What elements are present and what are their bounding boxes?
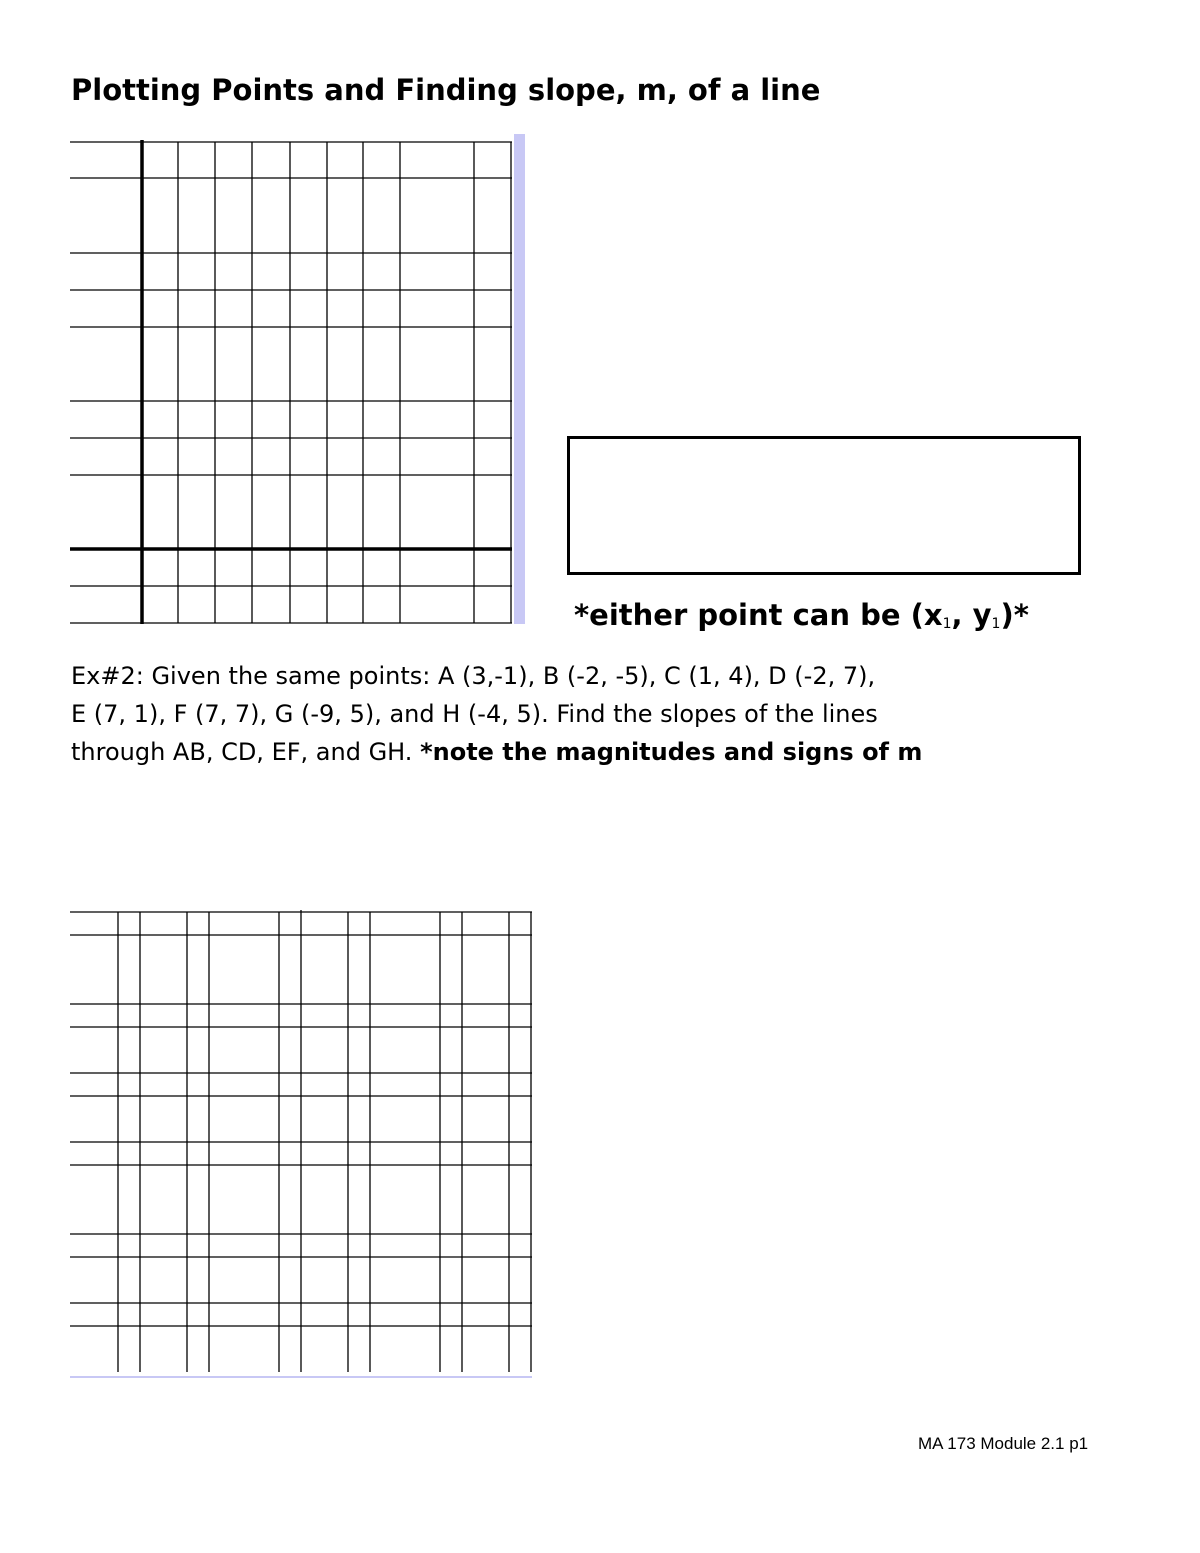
highlight-bar (514, 134, 525, 624)
coordinate-grid-top[interactable] (70, 134, 530, 628)
problem-line-1: Ex#2: Given the same points: A (3,-1), B (-2, -5), C (1, 4), D (-2, 7), (71, 662, 876, 690)
page-footer: MA 173 Module 2.1 p1 (918, 1434, 1089, 1453)
page-title: Plotting Points and Finding slope, m, of a line (71, 73, 821, 107)
problem-line-2: E (7, 1), F (7, 7), G (-9, 5), and H (-4, 5). Find the slopes of the lines (71, 700, 878, 728)
point-note: *either point can be ($x_1$, $y_1)*$ (574, 598, 1029, 632)
answer-box[interactable] (567, 436, 1081, 575)
problem-emphasis: *note the magnitudes and signs of m (420, 738, 923, 766)
problem-line-3: through AB, CD, EF, and GH. *note the magnitudes and signs of m (71, 738, 923, 766)
problem-statement (71, 657, 1131, 771)
coordinate-grid-bottom[interactable] (70, 908, 536, 1382)
